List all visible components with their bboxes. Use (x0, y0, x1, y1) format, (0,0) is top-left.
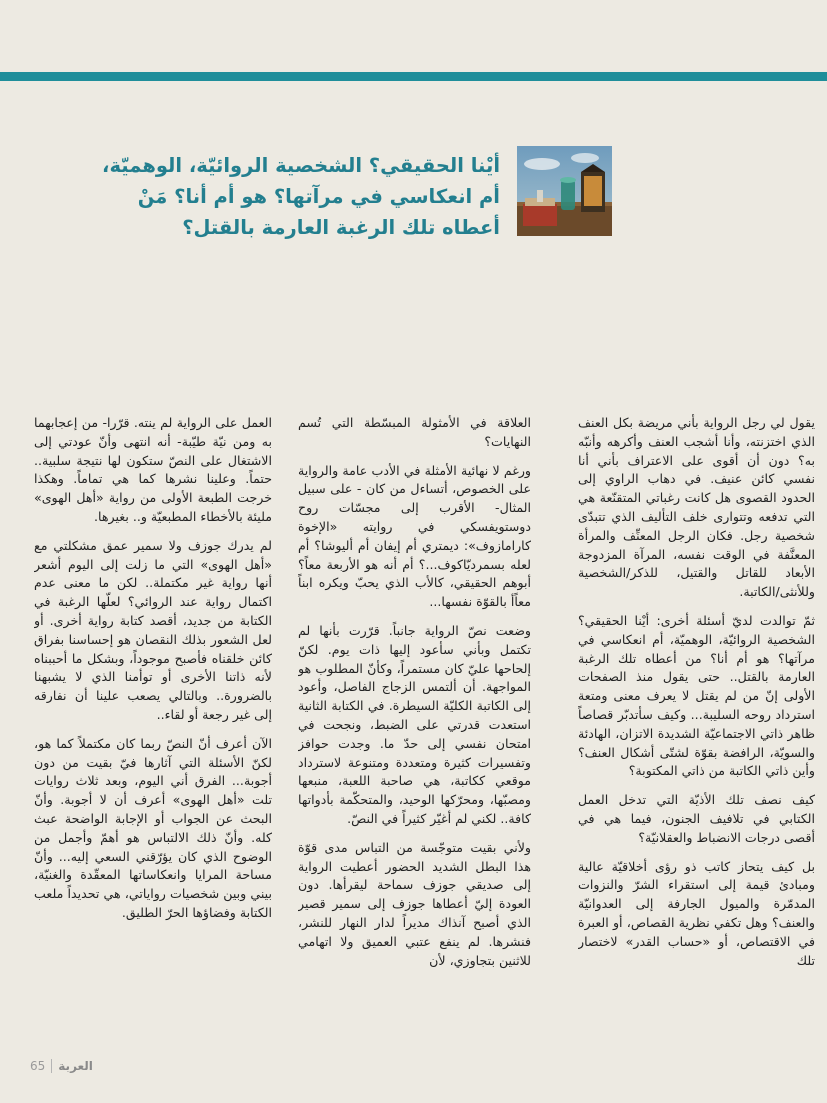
paragraph: الآن أعرف أنّ النصّ ربما كان مكتملاً كما هو، لكنّ الأسئلة التي آثارها فيّ بقيت من دون أجوبة... الفرق أني اليوم، وبعد ثلاث روايات تلت «أهل الهوى» أعرف أن لا أجوبة. وأنّ البحث عن الجواب أو الإجابة الواضحة عبث كله. وأنّ ذلك الالتباس هو أهمّ وأجمل من الوضوح الذي كان يؤرّقني السعي إليه... وأنّ مساحة المرايا وانعكاساتها المعقّدة والغنيّة، بيني وبين شخصيات رواياتي، هي تحديداً ملعب الكتابة وفضاؤها الحرّ الطليق. (34, 735, 272, 920)
magazine-logo: العربة (58, 1059, 93, 1073)
article-column-middle (298, 414, 531, 1049)
paragraph: يقول لي رجل الرواية بأني مريضة بكل العنف الذي اختزنته، وأنا أشجب العنف وأكرهه وأنبّه به؟ دون أن أقوى على الاعتراف بأني أنا نفسي كائن عنيف. في دهاب الراوي إلى الحدود القصوى هل كانت رغباتي المتقنّعة هي التي تدفعه وتتوارى خلف التأليف الذي تتبدّى شخصية رجل. فكان الرجل المعنِّف والمرأة المعنَّفة في الوقت نفسه، المرآة المزدوجة الأبعاد للقاتل والقتيل، للذكر/الشخصية وللأنثى/الكاتبة. (578, 415, 815, 600)
paragraph: لم يدرك جوزف ولا سمير عمق مشكلتي مع «أهل الهوى» التي ما زلت إلى اليوم أشعر أنها رواية غير مكتملة.. لكن ما معنى عدم اكتمال رواية عند الروائي؟ لعلّها الرغبة في الكتابة من جديد، أقصد كتابة رواية أخرى. أو لعل الشعور بذلك النقصان هو إحساسنا بفراق كائن خلقناه فأصبح موجوداً، وبشكل ما أحببناه لأنه ذاتنا الأخرى أو توأمنا الذي لا يشبهنا بالضرورة.. وبالتالي يصعب علينا أن نفارقه إلى غير رجعة أو لقاء.. (34, 537, 272, 722)
pull-quote-line-1: أيْنا الحقيقي؟ الشخصية الروائيّة، الوهميّة، (102, 154, 500, 177)
article-column-left (34, 414, 272, 1049)
article-column-right (578, 414, 815, 1049)
page-footer (30, 1054, 93, 1078)
top-accent-bar (0, 72, 827, 81)
paragraph: ثمّ توالدت لديّ أسئلة أخرى: أيْنا الحقيقي؟ الشخصية الروائيّة، الوهميّة، أم انعكاسي في مرآتها؟ هو أم أنا؟ من أعطاه تلك الرغبة العارمة بالقتل.. حتى يقول منذ الصفحات الأولى إنّ من لم يقتل لا يعرف معنى ومتعة استرداد روحه السليبة... وكيف سأتدبّر قصاصاً ظاهر ذاتي الاجتماعيّة الشديدة الاتزان، الهادئة والسويّة، الرافضة بقوّة لشتّى أشكال العنف؟ وأين ذاتي الكاتبة من ذاتي المكتوبة؟ (578, 612, 815, 779)
paragraph: ورغم لا نهائية الأمثلة في الأدب عامة والرواية على الخصوص، أتساءل من كان - على سبيل المثال- الأقرب إلى مجسّات روح دوستويفسكي في روايته «الإخوة كارامازوف»: ديمتري أم إيفان أم أليوشا؟ أم لعله بسمرديّاكوف...؟ أم أنه هو الأربعة معاً؟ أبوهم الحقيقي، كالأب الذي يحبّ ويكره ابناً معاًأ بالقوّة نفسها... (298, 462, 531, 610)
paragraph: العمل على الرواية لم ينته. قرّرا- من إعجابهما به ومن نيّة طيّبة- أنه انتهى وأنّ عودتي إلى الاشتغال على النصّ ستكون لها نتيجة سلبية.. حتماً. وعلينا نشرها كما هي تماماً. وهكذا خرجت الطبعة الأولى من رواية «أهل الهوى» مليئة بالأخطاء المطبعيّة و.. بغيرها. (34, 415, 272, 524)
pull-quote (100, 150, 500, 243)
paragraph: وضعت نصّ الرواية جانباً. قرّرت بأنها لم تكتمل وبأني سأعود إليها ذات يوم. لكنّ إلحاحها عليّ كان مستمراً، وكأنّ المطلوب هو المواجهة. أن ألتمس الزجاج الفاصل، وأعود إلى الكاتبة الكليّة السيطرة. في الكتابة الثانية استعدت قدرتي على الضبط، ونجحت في امتحان نفسي إلى حدّ ما. وجدت حوافز وتفسيرات كثيرة ومتعددة ومتنوعة لاسترداد موقعي ككاتبة، هي صاحبة اللعبة، منبعها ومصبّها، ومحرّكها الوحيد، والمتحكّمة بأدواتها كافة.. لكني لم أغيّر كثيراً في النصّ. (298, 622, 531, 826)
still-life-painting (517, 146, 612, 236)
page-number: 65 (30, 1059, 46, 1073)
footer-divider (51, 1059, 52, 1073)
pull-quote-line-2: أم انعكاسي في مرآتها؟ هو أم أنا؟ مَنْ (137, 185, 500, 208)
pull-quote-line-3: أعطاه تلك الرغبة العارمة بالقتل؟ (182, 216, 500, 239)
paragraph: ولأني بقيت متوجّسة من التباس مدى قوّة هذا البطل الشديد الحضور أعطيت الرواية إلى صديقي جوزف سماحة ليقرأها. دون العودة إليّ أعطاها جوزف إلى سمير قصير الذي أصبح آنذاك مديراً لدار النهار للنشر، فنشرها. لم ينفع عتبي العميق ولا اتهامي للاثنين بتجاوزي، لأن (298, 839, 531, 968)
paragraph: بل كيف يتحاز كاتب ذو رؤى أخلاقيّة عالية ومبادئ قيمة إلى استقراء الشرّ والنزوات المدمّرة والميول الجارفة إلى العدوانيّة والعنف؟ وهل تكفي نظرية القصاص، أو العبرة في الاقتصاص، أو «حساب القدر» لاختصار تلك (578, 858, 815, 968)
paragraph: كيف نصف تلك الأذيّة التي تدخل العمل الكتابي في تلافيف الجنون، فيما هي في أقصى درجات الانضباط والعقلانيّة؟ (578, 792, 815, 845)
paragraph: العلاقة في الأمثولة المبسّطة التي تُسم النهايات؟ (298, 415, 531, 449)
painting-image (517, 146, 612, 236)
